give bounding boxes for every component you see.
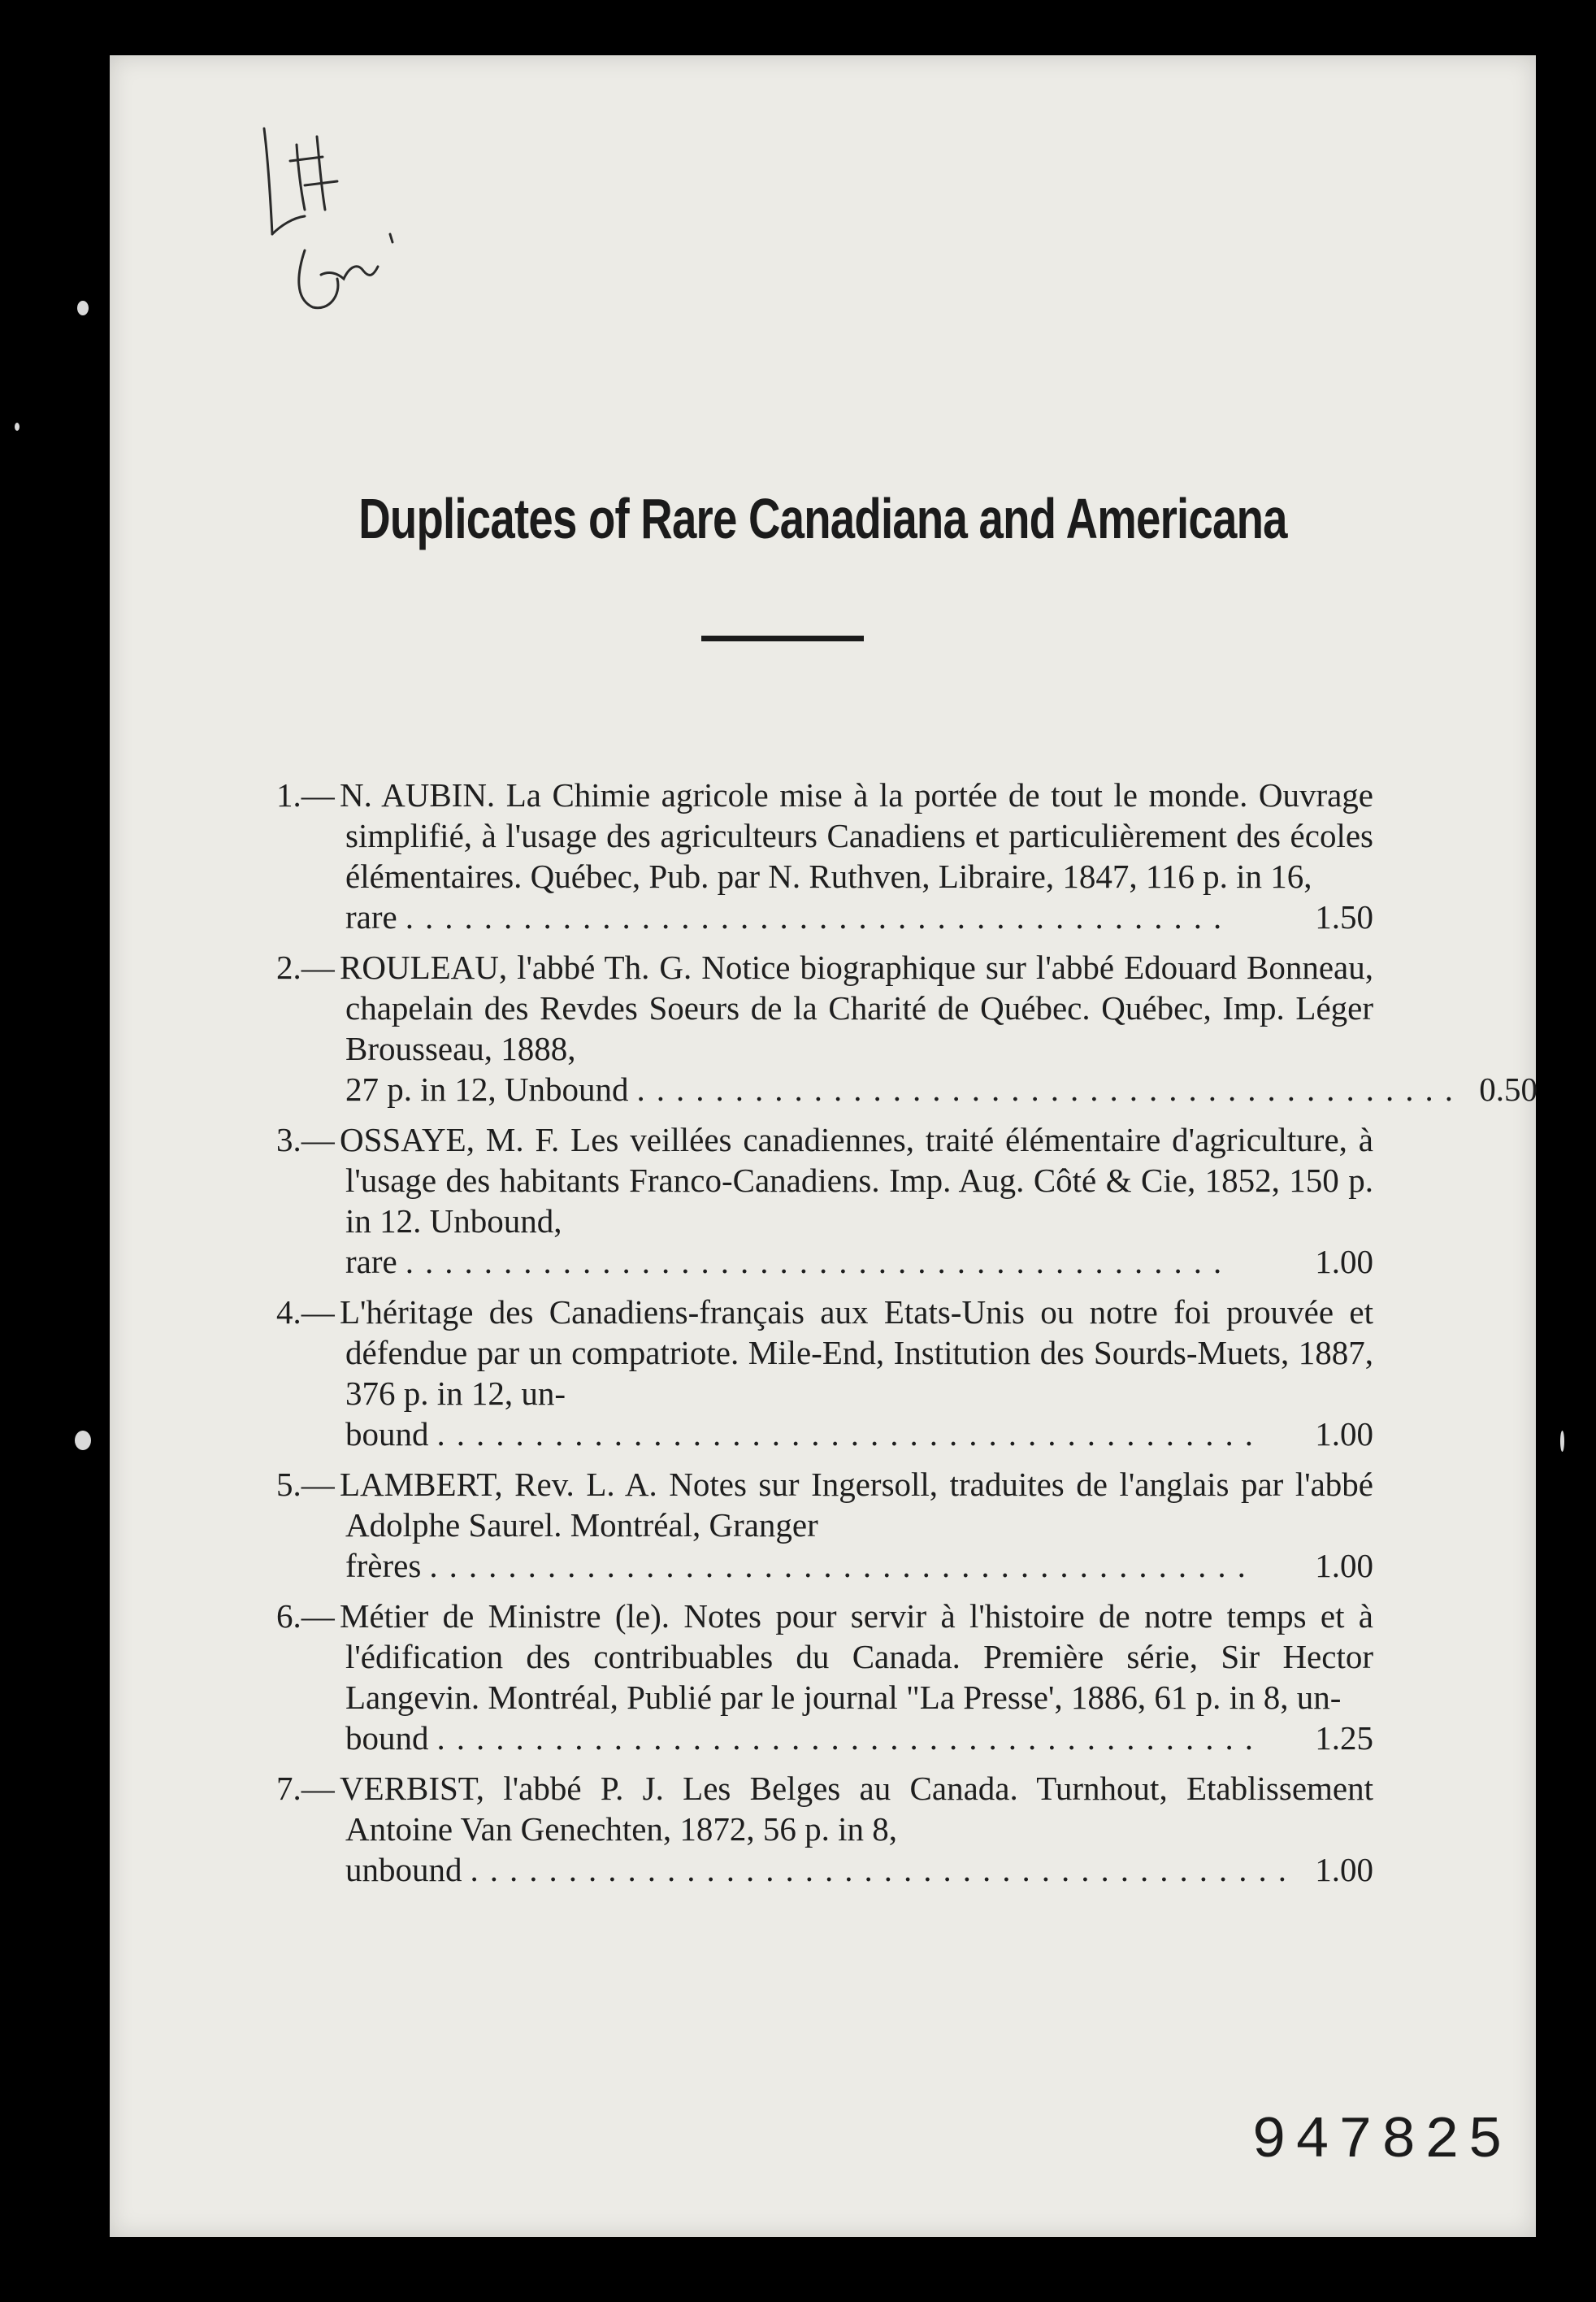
catalog-entry — [276, 1596, 1373, 1758]
entry-number: 4.— — [276, 1293, 335, 1331]
entry-description: LAMBERT, Rev. L. A. Notes sur Ingersoll, traduites de l'anglais par l'abbé Adolphe Saurel. Montréal, Granger — [340, 1466, 1373, 1544]
catalog-entry — [276, 1464, 1373, 1586]
catalog-list — [276, 775, 1537, 1900]
catalog-number: 947825 — [1251, 2108, 1511, 2174]
catalog-entry — [276, 1292, 1373, 1454]
catalog-entry — [276, 1768, 1373, 1890]
entry-price: 1.00 — [1315, 1851, 1373, 1888]
document-page — [110, 55, 1536, 2237]
catalog-entry — [276, 947, 1537, 1110]
entry-price: 1.00 — [1315, 1415, 1373, 1453]
entry-description-end: rare — [345, 898, 397, 936]
dot-leader: .......................................... — [429, 1547, 1257, 1584]
entry-number: 7.— — [276, 1770, 335, 1807]
entry-description: L'héritage des Canadiens-français aux Etats-Unis ou notre foi prouvée et défendue par un compatriote. Mile-End, Institution des Sourds-Muets, 1887, 376 p. in 12, un- — [340, 1293, 1373, 1412]
entry-description-end: unbound — [345, 1851, 462, 1888]
dot-leader: .......................................... — [470, 1851, 1298, 1888]
entry-price: 1.25 — [1315, 1719, 1373, 1757]
entry-description: VERBIST, l'abbé P. J. Les Belges au Canada. Turnhout, Etablissement Antoine Van Genechten, 1872, 56 p. in 8, — [340, 1770, 1373, 1848]
dot-leader: .......................................... — [405, 1243, 1234, 1280]
entry-number: 2.— — [276, 949, 335, 986]
dot-leader: .......................................... — [636, 1071, 1464, 1108]
entry-description-end: rare — [345, 1243, 397, 1280]
entry-description-end: bound — [345, 1415, 429, 1453]
entry-price: 1.00 — [1315, 1243, 1373, 1280]
entry-description: Métier de Ministre (le). Notes pour servir à l'histoire de notre temps et à l'édification des contribuables du Canada. Première série, Sir Hector Langevin. Montréal, Publié par le journal "La Presse', 1886, 61 p. in 8, un- — [340, 1597, 1373, 1716]
entry-description: N. AUBIN. La Chimie agricole mise à la portée de tout le monde. Ouvrage simplifié, à l'usage des agriculteurs Canadiens et particulièrement des écoles élémentaires. Québec, Pub. par N. Ruthven, Libraire, 1847, 116 p. in 16, — [340, 776, 1373, 895]
entry-description: ROULEAU, l'abbé Th. G. Notice biographique sur l'abbé Edouard Bonneau, chapelain des Revdes Soeurs de la Charité de Québec. Québec, Imp. Léger Brousseau, 1888, — [340, 949, 1373, 1067]
entry-price: 1.50 — [1315, 898, 1373, 936]
entry-price: 1.00 — [1315, 1547, 1373, 1584]
scan-speck — [1560, 1431, 1564, 1452]
entry-description: OSSAYE, M. F. Les veillées canadiennes, traité élémentaire d'agriculture, à l'usage des habitants Franco-Canadiens. Imp. Aug. Côté & Cie, 1852, 150 p. in 12. Unbound, — [340, 1121, 1373, 1240]
entry-number: 1.— — [276, 776, 335, 814]
page-title: Duplicates of Rare Canadiana and Americana — [358, 487, 1287, 550]
entry-number: 5.— — [276, 1466, 335, 1503]
scan-speck — [75, 1431, 91, 1450]
entry-price: 0.50 — [1479, 1071, 1537, 1108]
scan-speck — [77, 301, 89, 315]
entry-number: 3.— — [276, 1121, 335, 1158]
entry-description-end: bound — [345, 1719, 429, 1757]
dot-leader: .......................................... — [436, 1415, 1264, 1453]
title-divider — [701, 636, 864, 641]
scan-speck — [15, 423, 20, 431]
catalog-entry — [276, 775, 1373, 937]
entry-number: 6.— — [276, 1597, 335, 1635]
dot-leader: .......................................... — [436, 1719, 1264, 1757]
catalog-entry — [276, 1119, 1373, 1282]
dot-leader: .......................................... — [405, 898, 1234, 936]
entry-description-end: 27 p. in 12, Unbound — [345, 1071, 629, 1108]
handwritten-note-icon — [248, 112, 443, 324]
entry-description-end: frères — [345, 1547, 422, 1584]
